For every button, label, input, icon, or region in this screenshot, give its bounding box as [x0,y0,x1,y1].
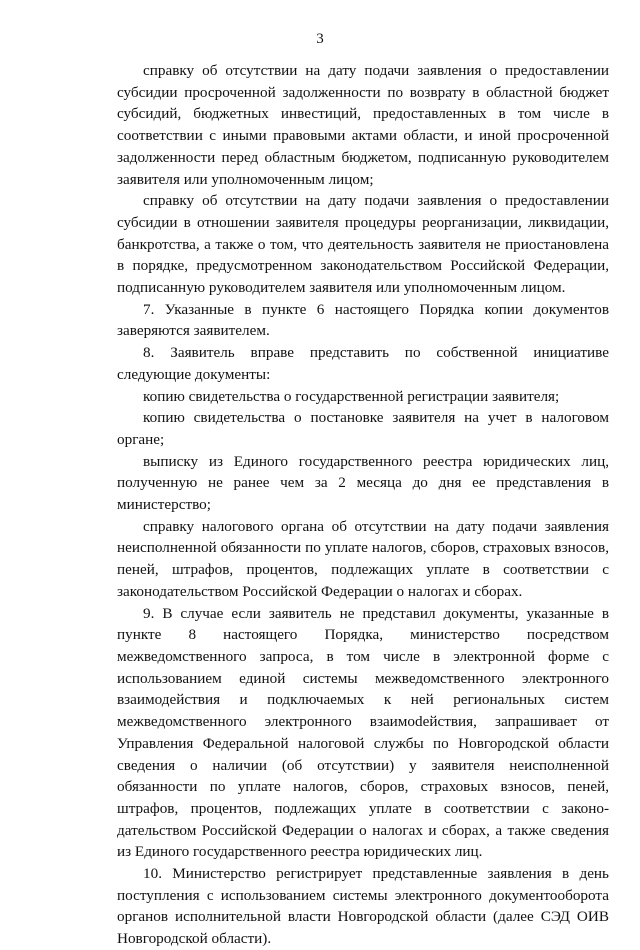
list-item-register-extract: выписку из Единого государственного реестра юридических лиц, полученную не ранее чем за 2 месяца до дня ее представления в министерство; [117,452,609,514]
list-item-tax-registration-copy: копию свидетельства о постановке заявителя на учет в налоговом органе; [117,409,609,448]
paragraph-reorganization-certificate: справку об отсутствии на дату подачи заявления о предоставлении субсидии в отношении заявителя процедуры реорганизации, ликвидации, банкротства, а также о том, что деятельность заявителя не приостановлена в порядке, предусмотренном законодательством Российской Федерации, подписанную руководителем заявителя или уполномоченным лицом. [117,192,609,297]
paragraph-item-7: 7. Указанные в пункте 6 настоящего Порядка копии документов заверяются заявителем. [117,300,609,340]
paragraph-item-10: 10. Министерство регистрирует представленные заявления в день поступления с использованием системы электронного документооборота органов исполнительной власти Новгородской области (далее СЭД ОИВ Новгородской области). [117,865,609,948]
page-number: 3 [316,31,324,47]
paragraph-item-8: 8. Заявитель вправе представить по собственной инициативе следующие документы: [117,344,609,383]
paragraph-item-9: 9. В случае если заявитель не представил документы, указанные в пункте 8 настоящего Порядка, министерство посредством межведомственного запроса, в том числе в электронной форме с использованием единой системы межведомственного электронного взаимодействия и подключаемых к ней региональных систем межведомственного электронного взаимоdействия, запрашивает от Управления Федеральной налоговой службы по Новгородской области сведения о наличии (об отсутствии) у заявителя неисполненной обязанности по уплате налогов, сборов, страховых взносов, пеней, штрафов, процентов, подлежащих уплате в соответствии с законодательством Российской Федерации о налогах и сборах, а также сведения из Единого государственного реестра юридических лиц. [117,604,609,861]
paragraph-debt-certificate: справку об отсутствии на дату подачи заявления о предоставлении субсидии просроченной задолженности по возврату в областной бюджет субсидий, бюджетных инвестиций, предоставленных в том числе в соответствии с иными правовыми актами области, и иной просроченной задолженности перед областным бюджетом, подписанную руководителем заявителя или уполномоченным лицом; [117,62,609,188]
list-item-tax-certificate: справку налогового органа об отсутствии на дату подачи заявления неисполненной обязанности по уплате налогов, сборов, страховых взносов, пеней, штрафов, процентов, подлежащих уплате в соответствии с законодательством Российской Федерации о налогах и сборах. [117,517,609,600]
list-item-registration-copy: копию свидетельства о государственной регистрации заявителя; [143,387,560,405]
document-body [117,60,609,950]
